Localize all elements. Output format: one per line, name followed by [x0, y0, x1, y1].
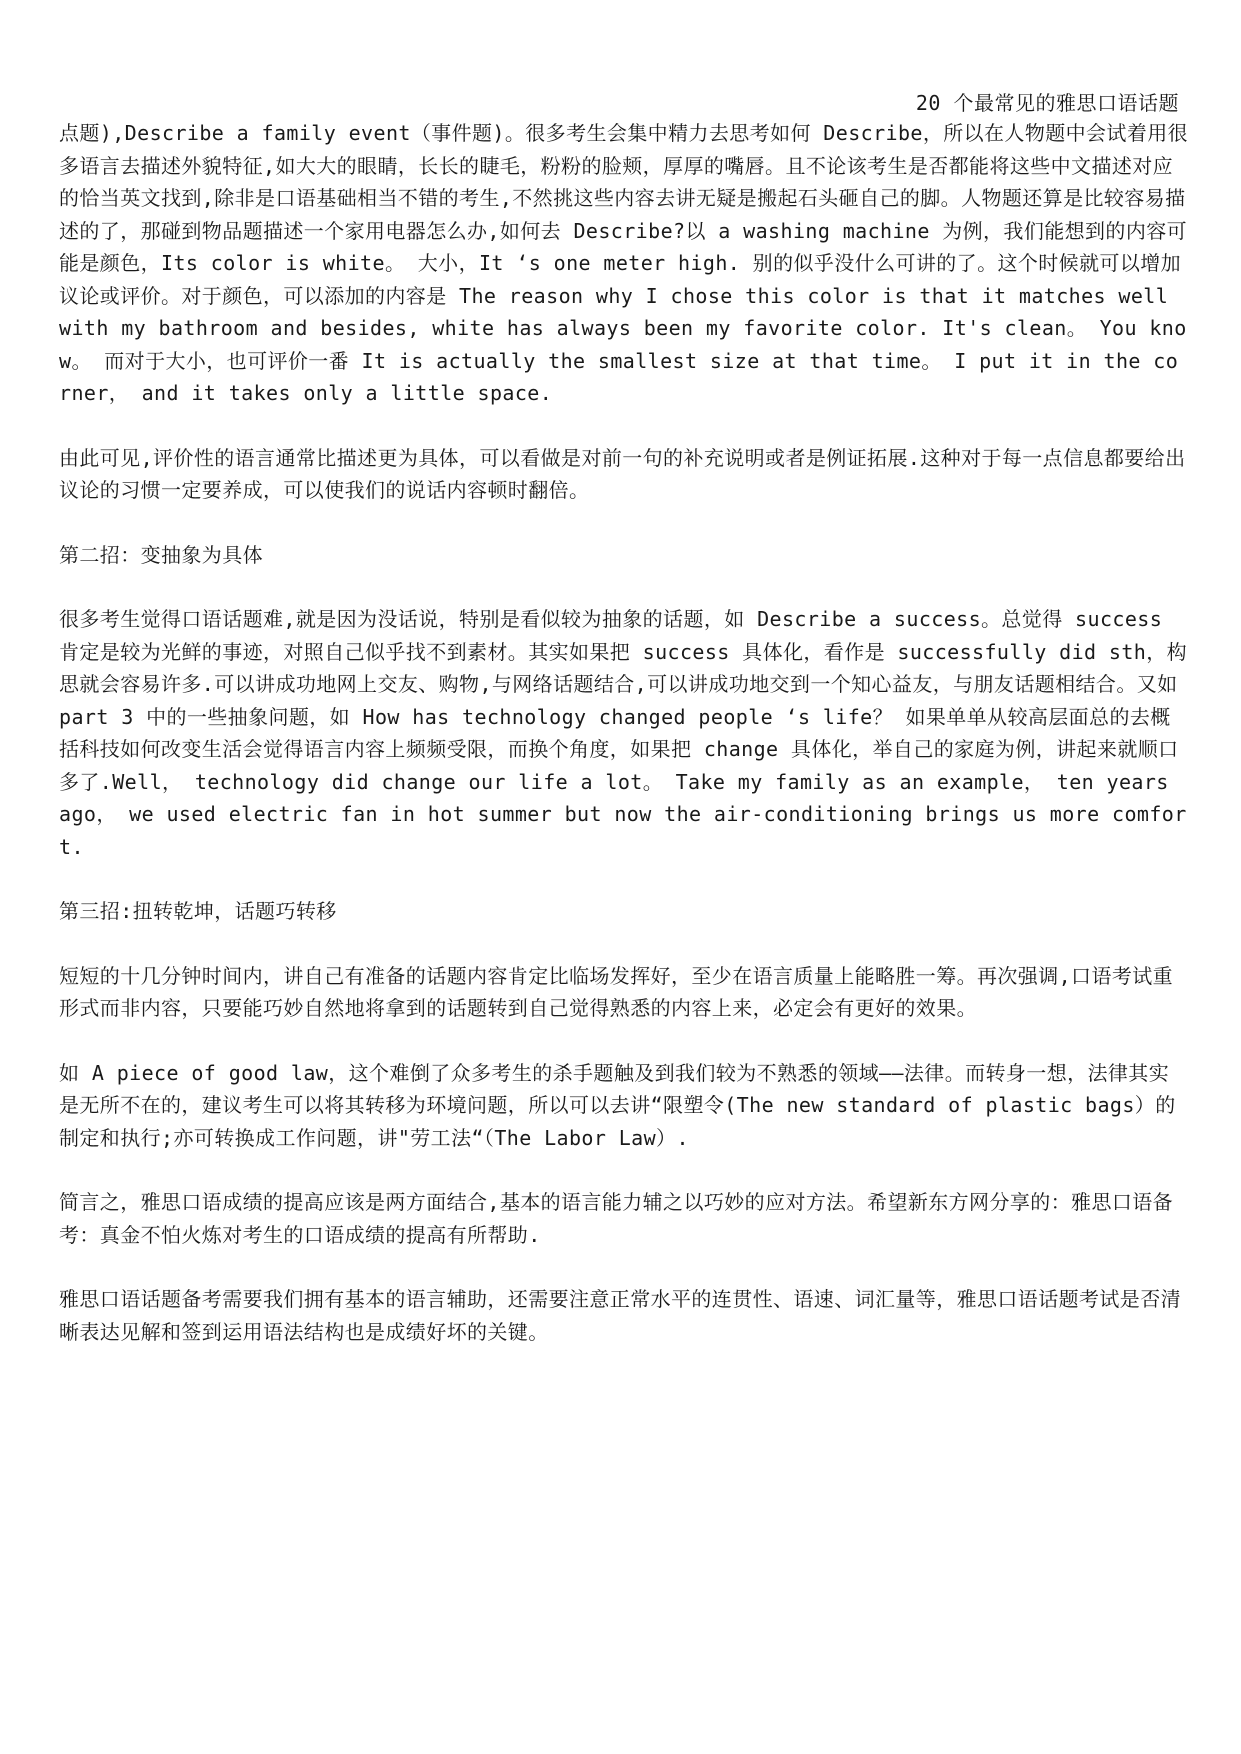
paragraph-good-law-example: 如 A piece of good law，这个难倒了众多考生的杀手题触及到我们较为不熟悉的领域——法律。而转身一想，法律其实是无所不在的，建议考生可以将其转移为环境问题，所以可以去讲“限塑令(The new standard of plastic bags）的制定和执行;亦可转换成工作问题，讲"劳工法“（The Labor Law）.: [59, 1060, 1176, 1150]
paragraph-describe-evaluation: 点题),Describe a family event（事件题)。很多考生会集中精力去思考如何 Describe，所以在人物题中会试着用很多语言去描述外貌特征,如大大的眼睛，长长的睫毛，粉粉的脸颊，厚厚的嘴唇。且不论该考生是否都能将这些中文描述对应的恰当英文找到,除非是口语基础相当不错的考生,不然挑这些内容去讲无疑是搬起石头砸自己的脚。人物题还算是比较容易描述的了，那碰到物品题描述一个家用电器怎么办,如何去 Describe?以 a washing machine 为例，我们能想到的内容可能是颜色，Its color is white。 大小，It ‘s one meter high. 别的似乎没什么可讲的了。这个时候就可以增加议论或评价。对于颜色，可以添加的内容是 The reason why I chose this color is that it matches well with my bathroom and besides, white has always been my favorite color. It's clean。 You know。 而对于大小，也可评价一番 It is actually the smallest size at that time。 I put it in the corner， and it takes only a little space.: [59, 121, 1189, 405]
paragraph-abstract-to-concrete: 很多考生觉得口语话题难,就是因为没话说，特别是看似较为抽象的话题，如 Describe a success。总觉得 success 肯定是较为光鲜的事迹，对照自己似乎找不到素材。其实如果把 success 具体化，看作是 successfully did sth，构思就会容易许多.可以讲成功地网上交友、购物,与网络话题结合,可以讲成功地交到一个知心益友，与朋友话题相结合。又如 part 3 中的一些抽象问题，如 How has technology changed people ‘s life？ 如果单单从较高层面总的去概括科技如何改变生活会觉得语言内容上频频受限，而换个角度，如果把 change 具体化，举自己的家庭为例，讲起来就顺口多了.Well， technology did change our life a lot。 Take my family as an example， ten years ago， we used electric fan in hot summer but now the air-conditioning brings us more comfort.: [59, 607, 1188, 859]
paragraph-closing: 雅思口语话题备考需要我们拥有基本的语言辅助，还需要注意正常水平的连贯性、语速、词汇量等，雅思口语话题考试是否清晰表达见解和签到运用语法结构也是成绩好坏的关键。: [59, 1287, 1181, 1344]
section-heading-tip-3: 第三招:扭转乾坤，话题巧转移: [59, 899, 337, 923]
paragraph-summary: 简言之，雅思口语成绩的提高应该是两方面结合,基本的语言能力辅之以巧妙的应对方法。希望新东方网分享的：雅思口语备考：真金不怕火炼对考生的口语成绩的提高有所帮助.: [59, 1190, 1174, 1247]
paragraph-evaluation-summary: 由此可见,评价性的语言通常比描述更为具体，可以看做是对前一句的补充说明或者是例证拓展.这种对于每一点信息都要给出议论的习惯一定要养成，可以使我们的说话内容顿时翻倍。: [59, 445, 1186, 502]
paragraph-prepared-topics: 短短的十几分钟时间内，讲自己有准备的话题内容肯定比临场发挥好，至少在语言质量上能略胜一筹。再次强调,口语考试重形式而非内容，只要能巧妙自然地将拿到的话题转到自己觉得熟悉的内容上来，必定会有更好的效果。: [59, 963, 1174, 1020]
running-header: 20 个最常见的雅思口语话题: [915, 91, 1179, 115]
section-heading-tip-2: 第二招：变抽象为具体: [59, 542, 263, 567]
document-body: [59, 117, 1189, 1380]
